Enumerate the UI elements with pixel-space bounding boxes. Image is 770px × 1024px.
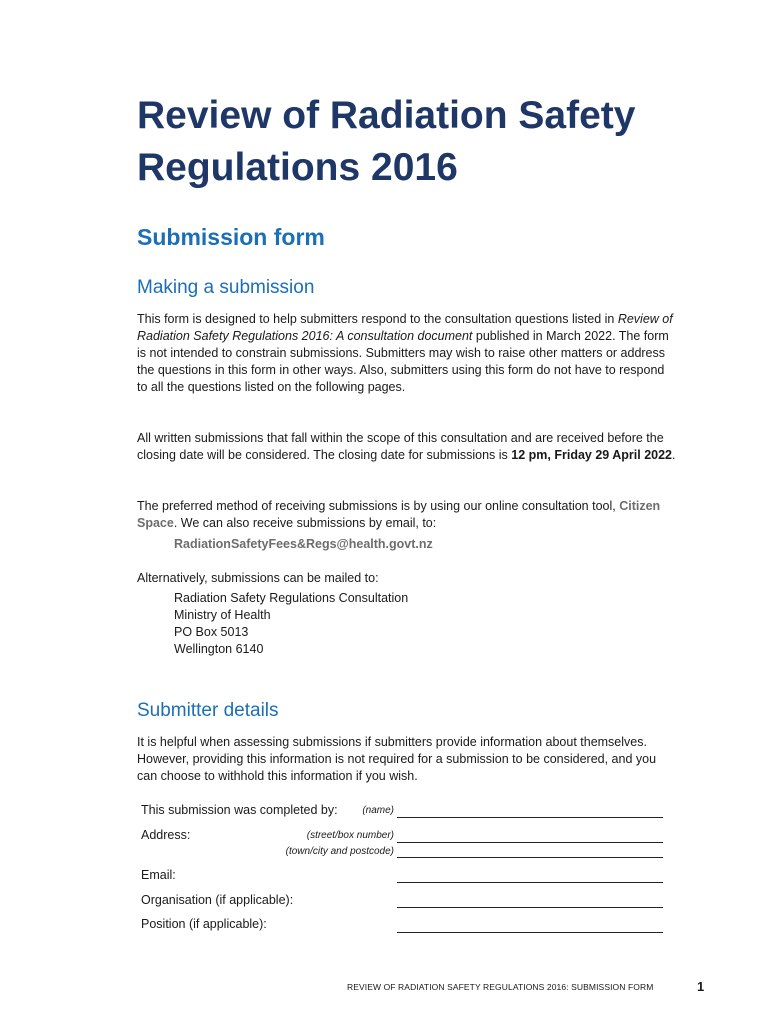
street-field[interactable] xyxy=(397,842,663,843)
organisation-field[interactable] xyxy=(397,907,663,908)
address-line: Ministry of Health xyxy=(174,608,271,622)
intro-paragraph xyxy=(137,311,677,396)
postal-address xyxy=(174,590,408,658)
closing-date: 12 pm, Friday 29 April 2022 xyxy=(511,448,673,462)
form-subtitle: Submission form xyxy=(137,224,325,250)
mail-intro: Alternatively, submissions can be mailed to: xyxy=(137,571,379,585)
address-label: Address: xyxy=(141,828,191,842)
document-title: Review of Radiation Safety Regulations 2016 xyxy=(137,94,636,189)
submitter-details-heading: Submitter details xyxy=(137,700,279,721)
position-label: Position (if applicable): xyxy=(141,917,267,931)
town-field[interactable] xyxy=(397,857,663,858)
making-submission-heading: Making a submission xyxy=(137,277,315,298)
method-text-a: The preferred method of receiving submissions is by using our online consultation tool, xyxy=(137,499,620,513)
address-line: PO Box 5013 xyxy=(174,625,249,639)
position-field[interactable] xyxy=(397,932,663,933)
street-hint: (street/box number) xyxy=(306,830,394,841)
email-label: Email: xyxy=(141,868,176,882)
consultation-document-title: Review of Radiation Safety Regulations 2016: A consultation document xyxy=(137,312,673,343)
submission-email-link[interactable]: RadiationSafetyFees&Regs@health.govt.nz xyxy=(174,537,433,551)
organisation-label: Organisation (if applicable): xyxy=(141,893,294,907)
closing-text-a: All written submissions that fall within the scope of this consultation and are received before the closing date will be considered. The closing date for submissions is xyxy=(137,431,664,462)
page-number: 1 xyxy=(697,979,705,994)
intro-text-b: published in March 2022. The form is not intended to constrain submissions. Submitters may wish to raise other matters or address the questions in this form in other ways. Also, submitters using this form do not have to respond to all the questions listed on the following pages. xyxy=(137,329,669,394)
closing-text-b: . xyxy=(672,448,676,462)
closing-date-paragraph xyxy=(137,430,677,464)
citizen-space-link[interactable]: Citizen Space xyxy=(137,499,661,530)
address-line: Wellington 6140 xyxy=(174,642,264,656)
intro-text-a: This form is designed to help submitters respond to the consultation questions listed in xyxy=(137,312,618,326)
running-footer: REVIEW OF RADIATION SAFETY REGULATIONS 2016: SUBMISSION FORM xyxy=(347,982,654,992)
town-hint: (town/city and postcode) xyxy=(285,846,394,857)
name-field[interactable] xyxy=(397,817,663,818)
preferred-method-paragraph xyxy=(137,498,677,532)
method-text-b: . We can also receive submissions by email, to: xyxy=(173,516,437,530)
email-field[interactable] xyxy=(397,882,663,883)
completed-by-label: This submission was completed by: xyxy=(141,803,338,817)
submitter-intro: It is helpful when assessing submissions if submitters provide information about themselves. However, providing this information is not required for a submission to be considered, and you can choose to withhold this information if you wish. xyxy=(137,735,657,783)
address-line: Radiation Safety Regulations Consultation xyxy=(174,591,409,605)
name-hint: (name) xyxy=(362,805,394,816)
